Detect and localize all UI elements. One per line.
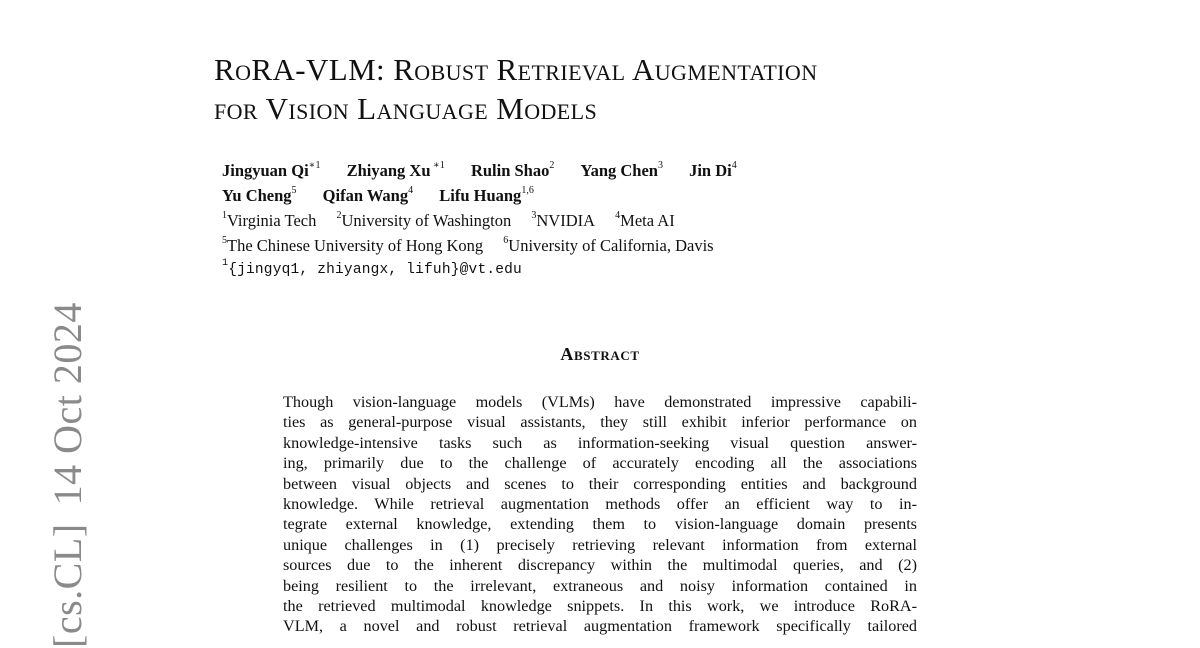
abstract-line: knowledge. While retrieval augmentation methods offer an efficient way to in-	[283, 495, 917, 514]
affiliation: $^2$University of Washington	[336, 210, 512, 230]
abstract-body	[283, 392, 917, 637]
affiliation: $^3$NVIDIA	[531, 210, 596, 230]
affiliation: $^5$The Chinese University of Hong Kong	[222, 235, 484, 255]
abstract-line: tegrate external knowledge, extending them to vision-language domain presents	[283, 515, 917, 534]
abstract-line: between visual objects and scenes to their corresponding entities and background	[283, 474, 917, 493]
abstract-line: ties as general-purpose visual assistants, they still exhibit inferior performance on	[283, 413, 917, 432]
author: Rulin Shao$^2$	[470, 160, 555, 180]
author: Jin Di$^4$	[689, 160, 737, 180]
affiliation: $^6$University of California, Davis	[503, 235, 714, 255]
author: Zhiyang Xu $^{∗1}$	[346, 160, 445, 180]
author-block	[222, 158, 922, 283]
abstract-line: unique challenges in (1) precisely retrieving relevant information from external	[283, 535, 917, 554]
paper-title	[214, 50, 1014, 128]
affiliation: $^1$Virginia Tech	[222, 210, 317, 230]
abstract-line: being resilient to the irrelevant, extraneous and noisy information contained in	[283, 576, 917, 595]
arxiv-category: [cs.CL]	[45, 523, 90, 648]
author: Jingyuan $Qi^{∗1}$	[222, 160, 321, 180]
abstract-heading: Abstract	[560, 344, 640, 364]
author: Lifu Huang$^{1,6}$	[439, 185, 534, 205]
abstract-line: VLM, a novel and robust retrieval augmentation framework specifically tailored	[283, 617, 917, 636]
affiliation: $^4$Meta AI	[615, 210, 675, 230]
affiliation-row-1	[222, 208, 922, 233]
affiliation-row-2	[222, 233, 922, 258]
title-line-1: RoRA-VLM: Robust Retrieval Augmentation	[214, 52, 818, 87]
arxiv-date: 14 Oct 2024	[45, 302, 90, 506]
author-row-1	[222, 158, 922, 183]
abstract-line: Though vision-language models (VLMs) have demonstrated impressive capabili-	[283, 393, 917, 411]
author: Qifan Wang$^4$	[322, 185, 414, 205]
abstract-line: sources due to the inherent discrepancy within the multimodal queries, and (2)	[283, 556, 917, 575]
author-row-2	[222, 183, 922, 208]
author: Yu Cheng$^5$	[222, 185, 297, 205]
abstract-line: the retrieved multimodal knowledge snippets. In this work, we introduce RoRA-	[283, 597, 917, 616]
author-email: $^1${jingyq1, zhiyangx, lifuh}@vt.edu	[222, 258, 522, 278]
abstract-line: ing, primarily due to the challenge of accurately encoding all the associations	[283, 454, 917, 473]
title-line-2: for Vision Language Models	[214, 91, 598, 126]
abstract-line: knowledge-intensive tasks such as information-seeking visual question answer-	[283, 433, 917, 452]
author: Yang Chen$^3$	[580, 160, 663, 180]
